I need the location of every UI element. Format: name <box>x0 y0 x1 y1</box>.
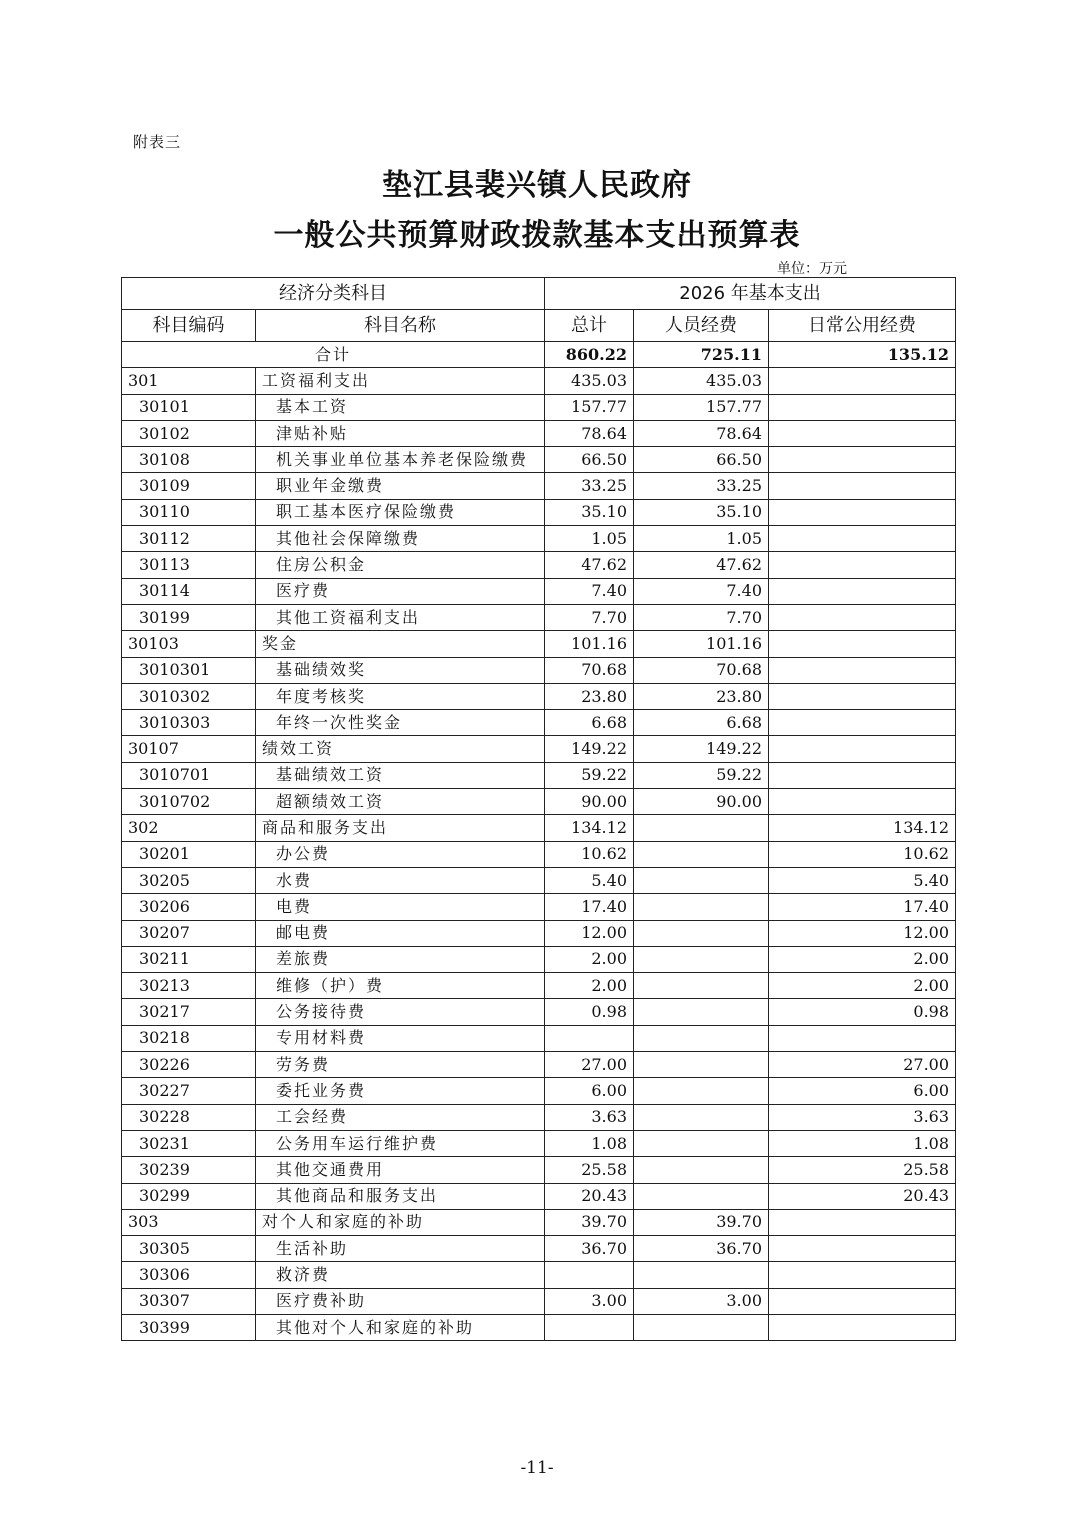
subject-code: 30226 <box>122 1052 256 1078</box>
header-basic-expenditure: 2026 年基本支出 <box>545 278 956 310</box>
personnel-value: 70.68 <box>634 657 769 683</box>
total-value: 149.22 <box>545 736 634 762</box>
subject-name: 津贴补贴 <box>256 420 545 446</box>
subject-code: 3010702 <box>122 789 256 815</box>
public-value: 27.00 <box>769 1052 956 1078</box>
table-row <box>122 946 956 972</box>
subject-code: 3010301 <box>122 657 256 683</box>
subject-name: 对个人和家庭的补助 <box>256 1209 545 1235</box>
header-personnel-expense: 人员经费 <box>634 310 769 342</box>
subject-name: 委托业务费 <box>256 1078 545 1104</box>
table-row <box>122 1209 956 1235</box>
personnel-value: 90.00 <box>634 789 769 815</box>
table-row <box>122 710 956 736</box>
subject-code: 30231 <box>122 1130 256 1156</box>
total-value: 6.68 <box>545 710 634 736</box>
total-value: 33.25 <box>545 473 634 499</box>
public-value <box>769 394 956 420</box>
header-row-columns <box>122 310 956 342</box>
total-value: 435.03 <box>545 368 634 394</box>
public-value: 20.43 <box>769 1183 956 1209</box>
public-value <box>769 447 956 473</box>
subject-name: 职工基本医疗保险缴费 <box>256 499 545 525</box>
public-value <box>769 1262 956 1288</box>
subject-name: 机关事业单位基本养老保险缴费 <box>256 447 545 473</box>
subject-code: 30299 <box>122 1183 256 1209</box>
subject-name: 公务接待费 <box>256 999 545 1025</box>
subject-name: 其他工资福利支出 <box>256 604 545 630</box>
subject-code: 30101 <box>122 394 256 420</box>
total-value: 36.70 <box>545 1236 634 1262</box>
personnel-value: 7.70 <box>634 604 769 630</box>
document-title-line1: 垫江县裴兴镇人民政府 <box>382 168 692 203</box>
public-value <box>769 1236 956 1262</box>
personnel-value: 35.10 <box>634 499 769 525</box>
public-value <box>769 1209 956 1235</box>
total-value: 70.68 <box>545 657 634 683</box>
public-value <box>769 1288 956 1314</box>
attachment-label: 附表三 <box>133 133 182 151</box>
subject-name: 基本工资 <box>256 394 545 420</box>
budget-table <box>121 277 956 1341</box>
header-economic-classification: 经济分类科目 <box>122 278 545 310</box>
public-value <box>769 1025 956 1051</box>
table-row <box>122 1183 956 1209</box>
public-value <box>769 368 956 394</box>
total-public: 135.12 <box>769 342 956 368</box>
table-row <box>122 631 956 657</box>
subject-code: 30110 <box>122 499 256 525</box>
table-row <box>122 1236 956 1262</box>
subject-code: 303 <box>122 1209 256 1235</box>
total-label: 合计 <box>122 342 545 368</box>
subject-code: 30103 <box>122 631 256 657</box>
personnel-value <box>634 1183 769 1209</box>
subject-name: 商品和服务支出 <box>256 815 545 841</box>
subject-code: 30305 <box>122 1236 256 1262</box>
subject-code: 30201 <box>122 841 256 867</box>
public-value: 134.12 <box>769 815 956 841</box>
table-row <box>122 420 956 446</box>
subject-name: 专用材料费 <box>256 1025 545 1051</box>
public-value <box>769 683 956 709</box>
public-value: 2.00 <box>769 946 956 972</box>
subject-code: 30112 <box>122 526 256 552</box>
personnel-value: 435.03 <box>634 368 769 394</box>
subject-name: 邮电费 <box>256 920 545 946</box>
subject-name: 奖金 <box>256 631 545 657</box>
subject-code: 30218 <box>122 1025 256 1051</box>
total-value: 47.62 <box>545 552 634 578</box>
total-value: 39.70 <box>545 1209 634 1235</box>
subject-code: 3010302 <box>122 683 256 709</box>
public-value <box>769 631 956 657</box>
table-row <box>122 867 956 893</box>
personnel-value: 59.22 <box>634 762 769 788</box>
table-row <box>122 841 956 867</box>
total-value: 20.43 <box>545 1183 634 1209</box>
subject-name: 水费 <box>256 867 545 893</box>
public-value: 1.08 <box>769 1130 956 1156</box>
total-value: 6.00 <box>545 1078 634 1104</box>
total-personnel: 725.11 <box>634 342 769 368</box>
subject-code: 30113 <box>122 552 256 578</box>
personnel-value <box>634 894 769 920</box>
subject-name: 电费 <box>256 894 545 920</box>
personnel-value: 39.70 <box>634 1209 769 1235</box>
table-row <box>122 762 956 788</box>
personnel-value <box>634 1130 769 1156</box>
personnel-value <box>634 973 769 999</box>
public-value: 10.62 <box>769 841 956 867</box>
header-subject-code: 科目编码 <box>122 310 256 342</box>
total-value: 2.00 <box>545 946 634 972</box>
table-row <box>122 552 956 578</box>
table-row <box>122 526 956 552</box>
subject-code: 30239 <box>122 1157 256 1183</box>
table-row <box>122 1314 956 1340</box>
subject-name: 年终一次性奖金 <box>256 710 545 736</box>
total-value: 1.05 <box>545 526 634 552</box>
personnel-value <box>634 1052 769 1078</box>
public-value <box>769 710 956 736</box>
subject-name: 维修（护）费 <box>256 973 545 999</box>
header-subject-name: 科目名称 <box>256 310 545 342</box>
public-value <box>769 420 956 446</box>
subject-name: 公务用车运行维护费 <box>256 1130 545 1156</box>
public-value: 12.00 <box>769 920 956 946</box>
personnel-value: 23.80 <box>634 683 769 709</box>
subject-code: 302 <box>122 815 256 841</box>
personnel-value <box>634 1025 769 1051</box>
subject-code: 30114 <box>122 578 256 604</box>
table-row <box>122 815 956 841</box>
public-value <box>769 657 956 683</box>
subject-code: 30306 <box>122 1262 256 1288</box>
subject-name: 办公费 <box>256 841 545 867</box>
personnel-value: 6.68 <box>634 710 769 736</box>
total-value: 2.00 <box>545 973 634 999</box>
total-value: 25.58 <box>545 1157 634 1183</box>
table-row <box>122 789 956 815</box>
subject-name: 其他商品和服务支出 <box>256 1183 545 1209</box>
total-value: 157.77 <box>545 394 634 420</box>
subject-name: 医疗费补助 <box>256 1288 545 1314</box>
public-value <box>769 473 956 499</box>
subject-name: 差旅费 <box>256 946 545 972</box>
public-value: 3.63 <box>769 1104 956 1130</box>
public-value <box>769 762 956 788</box>
subject-name: 基础绩效奖 <box>256 657 545 683</box>
personnel-value <box>634 920 769 946</box>
subject-name: 救济费 <box>256 1262 545 1288</box>
personnel-value <box>634 1104 769 1130</box>
header-row-group <box>122 278 956 310</box>
subject-name: 超额绩效工资 <box>256 789 545 815</box>
personnel-value <box>634 1157 769 1183</box>
subject-code: 30205 <box>122 867 256 893</box>
public-value: 0.98 <box>769 999 956 1025</box>
subject-code: 30307 <box>122 1288 256 1314</box>
personnel-value <box>634 867 769 893</box>
total-value: 0.98 <box>545 999 634 1025</box>
total-value: 23.80 <box>545 683 634 709</box>
personnel-value <box>634 1078 769 1104</box>
unit-label: 单位：万元 <box>777 261 847 277</box>
public-value <box>769 789 956 815</box>
public-value <box>769 552 956 578</box>
subject-code: 30217 <box>122 999 256 1025</box>
total-value <box>545 1314 634 1340</box>
personnel-value: 7.40 <box>634 578 769 604</box>
header-public-expense: 日常公用经费 <box>769 310 956 342</box>
public-value <box>769 499 956 525</box>
total-value: 66.50 <box>545 447 634 473</box>
personnel-value <box>634 1314 769 1340</box>
total-value <box>545 1262 634 1288</box>
total-value: 90.00 <box>545 789 634 815</box>
total-value: 7.70 <box>545 604 634 630</box>
total-value: 78.64 <box>545 420 634 446</box>
personnel-value <box>634 841 769 867</box>
subject-code: 30108 <box>122 447 256 473</box>
subject-code: 30107 <box>122 736 256 762</box>
header-total: 总计 <box>545 310 634 342</box>
table-row <box>122 499 956 525</box>
public-value <box>769 1314 956 1340</box>
subject-code: 30199 <box>122 604 256 630</box>
public-value <box>769 526 956 552</box>
subject-name: 其他交通费用 <box>256 1157 545 1183</box>
subject-name: 绩效工资 <box>256 736 545 762</box>
personnel-value: 36.70 <box>634 1236 769 1262</box>
public-value <box>769 736 956 762</box>
total-value: 27.00 <box>545 1052 634 1078</box>
subject-name: 其他社会保障缴费 <box>256 526 545 552</box>
table-row <box>122 604 956 630</box>
total-value: 3.63 <box>545 1104 634 1130</box>
table-row <box>122 1130 956 1156</box>
subject-code: 30213 <box>122 973 256 999</box>
subject-name: 职业年金缴费 <box>256 473 545 499</box>
total-sum: 860.22 <box>545 342 634 368</box>
subject-code: 30211 <box>122 946 256 972</box>
table-row <box>122 473 956 499</box>
subject-code: 30207 <box>122 920 256 946</box>
table-row <box>122 1052 956 1078</box>
total-value: 5.40 <box>545 867 634 893</box>
subject-code: 30206 <box>122 894 256 920</box>
total-value: 101.16 <box>545 631 634 657</box>
subject-code: 3010303 <box>122 710 256 736</box>
table-row <box>122 894 956 920</box>
subject-code: 30227 <box>122 1078 256 1104</box>
total-value: 134.12 <box>545 815 634 841</box>
personnel-value <box>634 815 769 841</box>
table-row <box>122 683 956 709</box>
total-value: 17.40 <box>545 894 634 920</box>
table-row <box>122 657 956 683</box>
total-value: 59.22 <box>545 762 634 788</box>
public-value: 17.40 <box>769 894 956 920</box>
table-row <box>122 736 956 762</box>
total-value: 1.08 <box>545 1130 634 1156</box>
subject-name: 工资福利支出 <box>256 368 545 394</box>
document-title-line2: 一般公共预算财政拨款基本支出预算表 <box>273 218 801 253</box>
subject-name: 住房公积金 <box>256 552 545 578</box>
personnel-value: 33.25 <box>634 473 769 499</box>
total-value <box>545 1025 634 1051</box>
table-row <box>122 578 956 604</box>
personnel-value: 157.77 <box>634 394 769 420</box>
table-row <box>122 1157 956 1183</box>
personnel-value: 149.22 <box>634 736 769 762</box>
table-row <box>122 999 956 1025</box>
table-row <box>122 1262 956 1288</box>
personnel-value <box>634 946 769 972</box>
table-row <box>122 394 956 420</box>
personnel-value <box>634 1262 769 1288</box>
personnel-value: 47.62 <box>634 552 769 578</box>
table-row <box>122 1025 956 1051</box>
table-row <box>122 447 956 473</box>
personnel-value: 101.16 <box>634 631 769 657</box>
subject-code: 3010701 <box>122 762 256 788</box>
subject-name: 基础绩效工资 <box>256 762 545 788</box>
subject-name: 医疗费 <box>256 578 545 604</box>
table-row <box>122 1288 956 1314</box>
subject-name: 劳务费 <box>256 1052 545 1078</box>
personnel-value: 1.05 <box>634 526 769 552</box>
personnel-value: 3.00 <box>634 1288 769 1314</box>
subject-code: 30228 <box>122 1104 256 1130</box>
table-row <box>122 1104 956 1130</box>
page-number: -11- <box>520 1458 554 1478</box>
personnel-value: 66.50 <box>634 447 769 473</box>
total-value: 3.00 <box>545 1288 634 1314</box>
table-row <box>122 973 956 999</box>
subject-code: 30399 <box>122 1314 256 1340</box>
total-value: 12.00 <box>545 920 634 946</box>
subject-code: 30102 <box>122 420 256 446</box>
total-value: 10.62 <box>545 841 634 867</box>
subject-name: 其他对个人和家庭的补助 <box>256 1314 545 1340</box>
table-row <box>122 1078 956 1104</box>
public-value: 2.00 <box>769 973 956 999</box>
subject-code: 30109 <box>122 473 256 499</box>
subject-name: 年度考核奖 <box>256 683 545 709</box>
total-row <box>122 342 956 368</box>
total-value: 35.10 <box>545 499 634 525</box>
public-value: 25.58 <box>769 1157 956 1183</box>
public-value: 6.00 <box>769 1078 956 1104</box>
subject-name: 工会经费 <box>256 1104 545 1130</box>
public-value: 5.40 <box>769 867 956 893</box>
total-value: 7.40 <box>545 578 634 604</box>
subject-code: 301 <box>122 368 256 394</box>
personnel-value: 78.64 <box>634 420 769 446</box>
public-value <box>769 604 956 630</box>
table-row <box>122 920 956 946</box>
table-row <box>122 368 956 394</box>
subject-name: 生活补助 <box>256 1236 545 1262</box>
personnel-value <box>634 999 769 1025</box>
public-value <box>769 578 956 604</box>
